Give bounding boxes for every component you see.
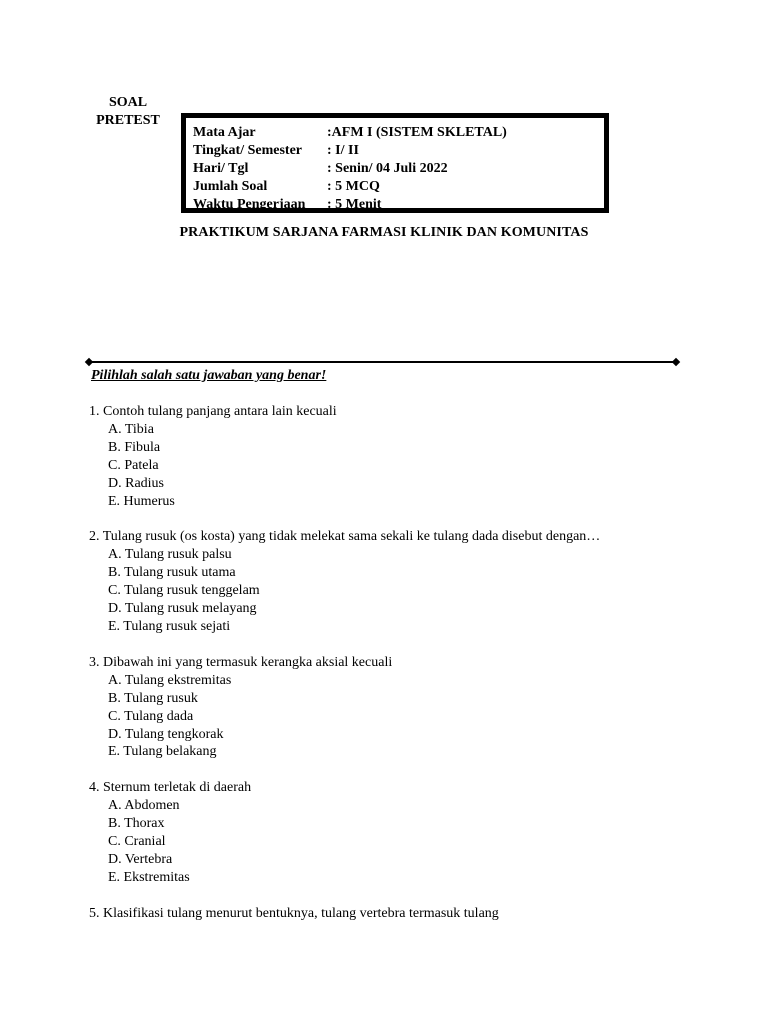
info-value: : 5 Menit [327, 197, 382, 212]
question-5 [89, 905, 709, 923]
divider-right-diamond [672, 358, 680, 366]
option-a: A. Abdomen [108, 798, 180, 814]
info-value: : I/ II [327, 143, 359, 158]
info-key: Mata Ajar [193, 125, 256, 140]
option-b: B. Fibula [108, 439, 161, 455]
option-c: C. Tulang rusuk tenggelam [108, 583, 260, 599]
pretest-label: PRETEST [96, 113, 160, 128]
document-subtitle: PRAKTIKUM SARJANA FARMASI KLINIK DAN KOMUNITAS [179, 225, 589, 240]
option-a: A. Tulang rusuk palsu [108, 547, 232, 563]
option-c: C. Patela [108, 457, 159, 473]
question-text: 1. Contoh tulang panjang antara lain kecuali [89, 404, 337, 419]
option-e: E. Tulang belakang [108, 744, 217, 760]
info-value: :AFM I (SISTEM SKLETAL) [327, 125, 507, 140]
option-a: A. Tibia [108, 421, 154, 437]
question-text: 4. Sternum terletak di daerah [89, 780, 252, 796]
option-e: E. Humerus [108, 493, 175, 509]
question-3 [89, 654, 709, 761]
info-row-duration [193, 196, 604, 214]
question-list [89, 403, 709, 941]
info-key: Jumlah Soal [193, 179, 268, 194]
question-text: 5. Klasifikasi tulang menurut bentuknya, tulang vertebra termasuk tulang [89, 905, 499, 921]
instruction-text: Pilihlah salah satu jawaban yang benar! [91, 368, 327, 383]
divider-left-diamond [85, 358, 93, 366]
info-key: Tingkat/ Semester [193, 143, 303, 158]
option-d: D. Vertebra [108, 851, 173, 867]
option-c: C. Cranial [108, 834, 166, 850]
option-c: C. Tulang dada [108, 708, 194, 724]
question-text: 2. Tulang rusuk (os kosta) yang tidak melekat sama sekali ke tulang dada disebut dengan… [89, 529, 601, 545]
option-a: A. Tulang ekstremitas [108, 672, 232, 688]
option-b: B. Tulang rusuk utama [108, 565, 236, 581]
question-2 [89, 528, 709, 635]
option-d: D. Tulang tengkorak [108, 726, 224, 742]
option-e: E. Ekstremitas [108, 869, 190, 885]
soal-label: SOAL [108, 95, 148, 110]
info-row-subject [193, 124, 604, 142]
soal-pretest-label [88, 94, 168, 130]
option-e: E. Tulang rusuk sejati [108, 618, 231, 634]
question-text: 3. Dibawah ini yang termasuk kerangka aksial kecuali [89, 654, 393, 670]
question-1 [89, 403, 709, 510]
info-value: : Senin/ 04 Juli 2022 [327, 161, 448, 176]
info-row-date [193, 160, 604, 178]
exam-info-box [181, 113, 609, 213]
option-d: D. Tulang rusuk melayang [108, 601, 257, 617]
info-key: Waktu Pengerjaan [193, 197, 306, 212]
info-value: : 5 MCQ [327, 179, 380, 194]
option-d: D. Radius [108, 475, 164, 491]
question-4 [89, 779, 709, 886]
option-b: B. Tulang rusuk [108, 690, 198, 706]
info-row-level [193, 142, 604, 160]
section-divider [90, 361, 676, 363]
info-row-count [193, 178, 604, 196]
info-key: Hari/ Tgl [193, 161, 249, 176]
option-b: B. Thorax [108, 816, 165, 832]
